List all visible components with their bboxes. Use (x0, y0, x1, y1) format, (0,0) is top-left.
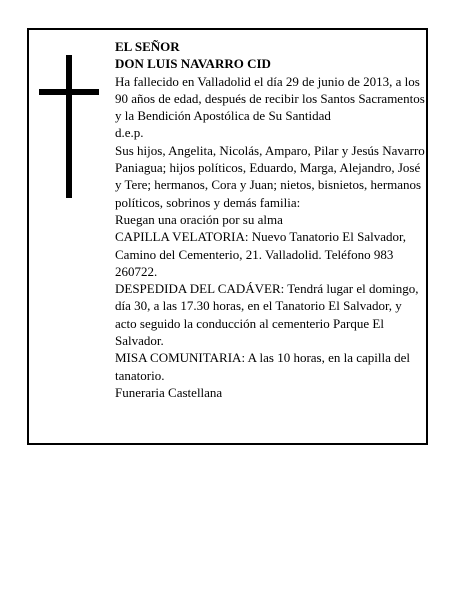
latin-cross-icon (39, 55, 99, 198)
chapel-info: CAPILLA VELATORIA: Nuevo Tanatorio El Salvador, Camino del Cementerio, 21. Valladolid. Teléfono 983 260722. (115, 229, 407, 279)
cross-vertical-bar (66, 55, 72, 198)
mass-info: MISA COMUNITARIA: A las 10 horas, en la capilla del tanatorio. (115, 350, 411, 383)
obituary-notice (27, 28, 428, 445)
farewell-info (115, 280, 425, 349)
family-list: Sus hijos, Angelita, Nicolás, Amparo, Pilar y Jesús Navarro Paniagua; hijos políticos, Eduardo, Marga, Alejandro, José y Tere; hermanos, Cora y Juan; nietos, bisnietos, hermanos políticos, sobrinos y demás familia: (115, 142, 425, 210)
rip-text: d.e.p. (115, 125, 144, 141)
heading-title: EL SEÑOR (115, 39, 180, 54)
prayer-request: Ruegan una oración por su alma (115, 211, 283, 227)
notice-text (115, 38, 425, 401)
farewell-label: DESPEDIDA DEL CADÁVER: (115, 281, 285, 297)
farewell-text: Tendrá lugar el domingo, día 30, a las 17.30 horas, en el Tanatorio El Salvador, y acto seguido la conducción al cementerio Parque El Salvador. (115, 281, 419, 349)
death-announcement: Ha fallecido en Valladolid el día 29 de junio de 2013, a los 90 años de edad, después de recibir los Santos Sacramentos y la Bendición Apostólica de Su Santidad (115, 73, 425, 124)
deceased-name: DON LUIS NAVARRO CID (115, 56, 271, 72)
cross-horizontal-bar (39, 89, 99, 95)
funeral-home: Funeraria Castellana (115, 384, 223, 400)
